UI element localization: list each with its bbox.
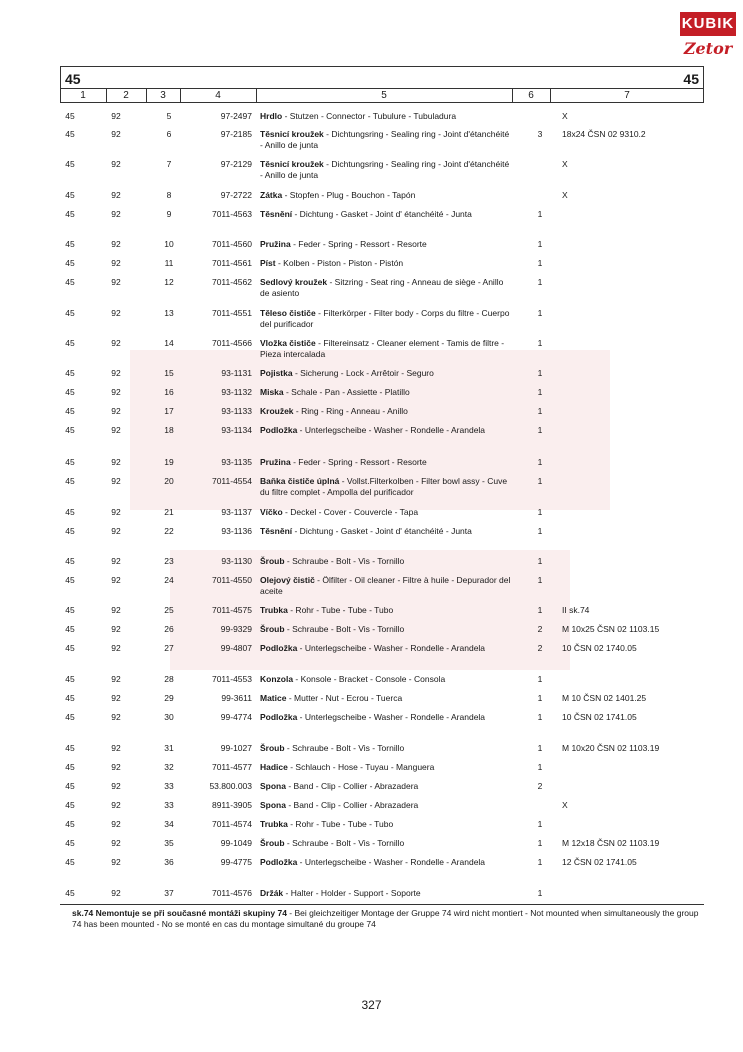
cell-subgroup: 92 <box>111 556 121 566</box>
cell-quantity: 1 <box>537 712 543 722</box>
part-name: Píst <box>260 258 276 268</box>
part-translations: - Ölfilter - Oil cleaner - Filtre à huile - Depurador del aceite <box>260 575 511 596</box>
cell-position: 15 <box>164 368 174 378</box>
cell-quantity: 1 <box>537 693 543 703</box>
cell-quantity: 1 <box>537 674 543 684</box>
cell-group: 45 <box>65 857 75 867</box>
part-name: Spona <box>260 781 286 791</box>
cell-subgroup: 92 <box>111 129 121 139</box>
cell-group: 45 <box>65 556 75 566</box>
cell-description <box>260 838 512 849</box>
cell-quantity: 1 <box>537 476 543 486</box>
cell-note: 10 ČSN 02 1741.05 <box>562 712 637 722</box>
part-translations: - Unterlegscheibe - Washer - Rondelle - Arandela <box>297 643 486 653</box>
logo-top: KUBIK <box>680 12 736 36</box>
cell-position: 20 <box>164 476 174 486</box>
cell-position: 11 <box>164 258 174 268</box>
part-name: Kroužek <box>260 406 294 416</box>
part-translations: - Dichtung - Gasket - Joint d' étanchéité - Junta <box>292 209 472 219</box>
cell-group: 45 <box>65 507 75 517</box>
cell-group: 45 <box>65 209 75 219</box>
cell-description <box>260 338 512 360</box>
col-header-4: 4 <box>215 90 221 101</box>
cell-position: 32 <box>164 762 174 772</box>
cell-quantity: 1 <box>537 368 543 378</box>
cell-group: 45 <box>65 526 75 536</box>
page-number: 327 <box>361 998 382 1012</box>
cell-position: 29 <box>164 693 174 703</box>
part-name: Těsnicí kroužek <box>260 159 324 169</box>
cell-quantity: 1 <box>537 277 543 287</box>
cell-subgroup: 92 <box>111 643 121 653</box>
cell-part-number: 8911-3905 <box>211 800 252 810</box>
part-name: Pružina <box>260 239 291 249</box>
cell-position: 25 <box>164 605 174 615</box>
part-name: Šroub <box>260 624 285 634</box>
part-name: Šroub <box>260 556 285 566</box>
cell-part-number: 7011-4574 <box>211 819 252 829</box>
footnote-text: - Bei gleichzeitiger Montage der Gruppe 74 wird nicht montiert - Not mounted when simultaneously the group 74 has been mounted - No se monté en cas du montage simultané du groupe 74 <box>72 908 699 929</box>
cell-quantity: 1 <box>537 387 543 397</box>
part-name: Šroub <box>260 838 285 848</box>
cell-quantity: 1 <box>537 605 543 615</box>
cell-position: 34 <box>164 819 174 829</box>
table-bottom-line <box>60 904 704 905</box>
cell-description <box>260 674 512 685</box>
cell-group: 45 <box>65 743 75 753</box>
cell-group: 45 <box>65 308 75 318</box>
footnote <box>72 908 702 930</box>
part-name: Pružina <box>260 457 291 467</box>
cell-description <box>260 888 512 899</box>
cell-description <box>260 693 512 704</box>
cell-description <box>260 387 512 398</box>
cell-note: M 10x25 ČSN 02 1103.15 <box>562 624 660 634</box>
cell-position: 12 <box>164 277 174 287</box>
cell-part-number: 97-2129 <box>220 159 252 169</box>
cell-subgroup: 92 <box>111 308 121 318</box>
cell-note: 18x24 ČSN 02 9310.2 <box>562 129 646 139</box>
cell-subgroup: 92 <box>111 762 121 772</box>
cell-subgroup: 92 <box>111 888 121 898</box>
part-name: Hrdlo <box>260 111 283 121</box>
cell-position: 28 <box>164 674 174 684</box>
cell-subgroup: 92 <box>111 457 121 467</box>
cell-subgroup: 92 <box>111 605 121 615</box>
cell-description <box>260 277 512 299</box>
cell-description <box>260 624 512 635</box>
cell-position: 21 <box>164 507 174 517</box>
cell-quantity: 1 <box>537 338 543 348</box>
cell-part-number: 97-2722 <box>220 190 252 200</box>
part-name: Spona <box>260 800 286 810</box>
cell-quantity: 1 <box>537 239 543 249</box>
cell-position: 13 <box>164 308 174 318</box>
cell-position: 5 <box>166 111 172 121</box>
part-name: Trubka <box>260 819 288 829</box>
part-name: Držák <box>260 888 284 898</box>
cell-part-number: 7011-4576 <box>211 888 252 898</box>
cell-part-number: 7011-4554 <box>211 476 252 486</box>
cell-group: 45 <box>65 624 75 634</box>
cell-description <box>260 209 512 220</box>
cell-note: M 10x20 ČSN 02 1103.19 <box>562 743 660 753</box>
part-translations: - Schraube - Bolt - Vis - Tornillo <box>284 624 405 634</box>
cell-subgroup: 92 <box>111 781 121 791</box>
part-translations: - Schlauch - Hose - Tuyau - Manguera <box>287 762 435 772</box>
cell-part-number: 99-1049 <box>220 838 252 848</box>
cell-subgroup: 92 <box>111 387 121 397</box>
cell-position: 18 <box>164 425 174 435</box>
part-translations: - Konsole - Bracket - Console - Consola <box>293 674 446 684</box>
cell-part-number: 93-1136 <box>221 526 252 536</box>
cell-group: 45 <box>65 781 75 791</box>
cell-note: 10 ČSN 02 1740.05 <box>562 643 637 653</box>
cell-subgroup: 92 <box>111 406 121 416</box>
cell-position: 27 <box>164 643 174 653</box>
part-translations: - Filterkörper - Filter body - Corps du filtre - Cuerpo del purificador <box>260 308 510 329</box>
cell-description <box>260 159 512 181</box>
part-translations: - Halter - Holder - Support - Soporte <box>283 888 421 898</box>
part-name: Těleso čističe <box>260 308 316 318</box>
part-translations: - Vollst.Filterkolben - Filter bowl assy - Cuve du filtre complet - Ampolla del purificador <box>260 476 508 497</box>
cell-position: 33 <box>164 781 174 791</box>
cell-subgroup: 92 <box>111 800 121 810</box>
cell-subgroup: 92 <box>111 239 121 249</box>
cell-group: 45 <box>65 819 75 829</box>
cell-position: 14 <box>164 338 174 348</box>
cell-quantity: 1 <box>537 819 543 829</box>
cell-description <box>260 781 512 792</box>
cell-note: 12 ČSN 02 1741.05 <box>562 857 637 867</box>
cell-quantity: 1 <box>537 209 543 219</box>
cell-quantity: 1 <box>537 888 543 898</box>
part-translations: - Unterlegscheibe - Washer - Rondelle - Arandela <box>297 425 486 435</box>
cell-note: X <box>562 190 568 200</box>
part-translations: - Schraube - Bolt - Vis - Tornillo <box>284 743 405 753</box>
part-translations: - Stutzen - Connector - Tubulure - Tubuladura <box>282 111 457 121</box>
cell-description <box>260 743 512 754</box>
cell-description <box>260 368 512 379</box>
cell-position: 16 <box>164 387 174 397</box>
cell-part-number: 93-1133 <box>221 406 252 416</box>
part-translations: - Feder - Spring - Ressort - Resorte <box>290 239 427 249</box>
part-name: Matice <box>260 693 287 703</box>
cell-description <box>260 111 512 122</box>
cell-group: 45 <box>65 239 75 249</box>
group-number-left: 45 <box>65 71 81 87</box>
part-name: Těsnění <box>260 526 293 536</box>
part-translations: - Sicherung - Lock - Arrêtoir - Seguro <box>292 368 434 378</box>
cell-quantity: 1 <box>537 258 543 268</box>
cell-position: 8 <box>166 190 172 200</box>
part-translations: - Mutter - Nut - Ecrou - Tuerca <box>286 693 403 703</box>
cell-description <box>260 457 512 468</box>
cell-group: 45 <box>65 111 75 121</box>
cell-part-number: 99-4807 <box>220 643 252 653</box>
cell-note: X <box>562 111 568 121</box>
cell-description <box>260 712 512 723</box>
cell-group: 45 <box>65 674 75 684</box>
cell-group: 45 <box>65 129 75 139</box>
cell-group: 45 <box>65 575 75 585</box>
cell-note: X <box>562 800 568 810</box>
cell-quantity: 1 <box>537 507 543 517</box>
cell-part-number: 7011-4551 <box>211 308 252 318</box>
part-translations: - Band - Clip - Collier - Abrazadera <box>285 781 419 791</box>
cell-group: 45 <box>65 457 75 467</box>
cell-subgroup: 92 <box>111 368 121 378</box>
cell-subgroup: 92 <box>111 674 121 684</box>
cell-description <box>260 425 512 436</box>
cell-part-number: 7011-4560 <box>211 239 252 249</box>
cell-quantity: 1 <box>537 406 543 416</box>
cell-group: 45 <box>65 762 75 772</box>
cell-quantity: 1 <box>537 526 543 536</box>
cell-quantity: 1 <box>537 857 543 867</box>
part-name: Miska <box>260 387 284 397</box>
cell-part-number: 7011-4553 <box>211 674 252 684</box>
cell-position: 9 <box>166 209 172 219</box>
cell-quantity: 1 <box>537 743 543 753</box>
cell-position: 35 <box>164 838 174 848</box>
cell-position: 36 <box>164 857 174 867</box>
cell-group: 45 <box>65 190 75 200</box>
cell-description <box>260 476 512 498</box>
cell-subgroup: 92 <box>111 338 121 348</box>
cell-group: 45 <box>65 159 75 169</box>
col-header-6: 6 <box>528 90 534 101</box>
cell-description <box>260 800 512 811</box>
cell-group: 45 <box>65 387 75 397</box>
cell-part-number: 93-1130 <box>221 556 252 566</box>
cell-subgroup: 92 <box>111 526 121 536</box>
cell-position: 30 <box>164 712 174 722</box>
cell-quantity: 1 <box>537 838 543 848</box>
cell-subgroup: 92 <box>111 838 121 848</box>
cell-part-number: 93-1131 <box>221 368 252 378</box>
cell-group: 45 <box>65 406 75 416</box>
cell-description <box>260 526 512 537</box>
part-name: Olejový čistič <box>260 575 315 585</box>
footnote-bold: sk.74 Nemontuje se při současné montáži skupiny 74 <box>72 908 287 918</box>
cell-quantity: 2 <box>537 643 543 653</box>
cell-part-number: 97-2185 <box>220 129 252 139</box>
cell-subgroup: 92 <box>111 476 121 486</box>
part-translations: - Schale - Pan - Assiette - Platillo <box>283 387 410 397</box>
cell-group: 45 <box>65 643 75 653</box>
part-translations: - Kolben - Piston - Piston - Pistón <box>275 258 404 268</box>
cell-part-number: 7011-4577 <box>211 762 252 772</box>
part-translations: - Schraube - Bolt - Vis - Tornillo <box>284 556 405 566</box>
cell-note: X <box>562 159 568 169</box>
part-name: Šroub <box>260 743 285 753</box>
cell-group: 45 <box>65 605 75 615</box>
col-header-2: 2 <box>123 90 129 101</box>
cell-quantity: 1 <box>537 308 543 318</box>
cell-part-number: 97-2497 <box>220 111 252 121</box>
part-name: Trubka <box>260 605 288 615</box>
cell-description <box>260 190 512 201</box>
kubik-zetor-logo <box>680 12 736 62</box>
part-translations: - Deckel - Cover - Couvercle - Tapa <box>282 507 419 517</box>
cell-quantity: 2 <box>537 781 543 791</box>
col-header-1: 1 <box>80 90 86 101</box>
cell-position: 37 <box>164 888 174 898</box>
cell-note: II sk.74 <box>562 605 590 615</box>
part-translations: - Stopfen - Plug - Bouchon - Tapón <box>282 190 416 200</box>
part-translations: - Filtereinsatz - Cleaner element - Tamis de filtre - Pieza intercalada <box>260 338 505 359</box>
part-translations: - Sitzring - Seat ring - Anneau de siège - Anillo de asiento <box>260 277 504 298</box>
cell-note: M 12x18 ČSN 02 1103.19 <box>562 838 660 848</box>
cell-position: 26 <box>164 624 174 634</box>
cell-group: 45 <box>65 712 75 722</box>
cell-position: 6 <box>166 129 172 139</box>
cell-subgroup: 92 <box>111 575 121 585</box>
cell-position: 31 <box>164 743 174 753</box>
part-name: Podložka <box>260 857 298 867</box>
part-name: Těsnění <box>260 209 293 219</box>
part-name: Víčko <box>260 507 283 517</box>
cell-description <box>260 129 512 151</box>
cell-description <box>260 643 512 654</box>
cell-description <box>260 857 512 868</box>
cell-group: 45 <box>65 338 75 348</box>
cell-position: 22 <box>164 526 174 536</box>
cell-subgroup: 92 <box>111 857 121 867</box>
cell-position: 19 <box>164 457 174 467</box>
cell-part-number: 7011-4566 <box>211 338 252 348</box>
cell-part-number: 93-1135 <box>221 457 252 467</box>
cell-position: 24 <box>164 575 174 585</box>
part-translations: - Ring - Ring - Anneau - Anillo <box>293 406 408 416</box>
part-name: Podložka <box>260 425 298 435</box>
cell-subgroup: 92 <box>111 712 121 722</box>
cell-description <box>260 762 512 773</box>
part-name: Baňka čističe úplná <box>260 476 340 486</box>
cell-group: 45 <box>65 368 75 378</box>
cell-subgroup: 92 <box>111 624 121 634</box>
part-translations: - Rohr - Tube - Tube - Tubo <box>287 605 394 615</box>
cell-description <box>260 239 512 250</box>
part-translations: - Dichtungsring - Sealing ring - Joint d'étanchéité - Anillo de junta <box>260 159 510 180</box>
cell-group: 45 <box>65 693 75 703</box>
cell-subgroup: 92 <box>111 209 121 219</box>
part-translations: - Band - Clip - Collier - Abrazadera <box>285 800 419 810</box>
group-number-right: 45 <box>683 71 699 87</box>
cell-note: M 10 ČSN 02 1401.25 <box>562 693 647 703</box>
cell-description <box>260 819 512 830</box>
cell-part-number: 93-1134 <box>221 425 252 435</box>
cell-part-number: 93-1132 <box>221 387 252 397</box>
cell-subgroup: 92 <box>111 507 121 517</box>
cell-part-number: 93-1137 <box>221 507 252 517</box>
cell-description <box>260 507 512 518</box>
cell-quantity: 2 <box>537 624 543 634</box>
cell-part-number: 7011-4575 <box>211 605 252 615</box>
part-name: Podložka <box>260 712 298 722</box>
part-translations: - Dichtungsring - Sealing ring - Joint d'étanchéité - Anillo de junta <box>260 129 510 150</box>
cell-position: 10 <box>164 239 174 249</box>
cell-part-number: 99-4775 <box>220 857 252 867</box>
cell-description <box>260 308 512 330</box>
cell-subgroup: 92 <box>111 425 121 435</box>
cell-group: 45 <box>65 258 75 268</box>
cell-quantity: 1 <box>537 457 543 467</box>
cell-position: 33 <box>164 800 174 810</box>
part-translations: - Unterlegscheibe - Washer - Rondelle - Arandela <box>297 712 486 722</box>
cell-description <box>260 575 512 597</box>
cell-description <box>260 605 512 616</box>
cell-part-number: 99-1027 <box>220 743 252 753</box>
part-name: Podložka <box>260 643 298 653</box>
part-translations: - Rohr - Tube - Tube - Tubo <box>287 819 394 829</box>
cell-quantity: 1 <box>537 425 543 435</box>
cell-group: 45 <box>65 838 75 848</box>
col-header-5: 5 <box>381 90 387 101</box>
cell-part-number: 7011-4561 <box>211 258 252 268</box>
part-translations: - Feder - Spring - Ressort - Resorte <box>290 457 427 467</box>
column-header-row <box>60 88 704 102</box>
cell-quantity: 1 <box>537 575 543 585</box>
cell-position: 7 <box>166 159 172 169</box>
cell-part-number: 7011-4563 <box>211 209 252 219</box>
cell-subgroup: 92 <box>111 258 121 268</box>
cell-group: 45 <box>65 476 75 486</box>
part-name: Těsnicí kroužek <box>260 129 324 139</box>
cell-part-number: 99-4774 <box>220 712 252 722</box>
cell-subgroup: 92 <box>111 190 121 200</box>
cell-position: 23 <box>164 556 174 566</box>
cell-part-number: 7011-4562 <box>211 277 252 287</box>
cell-group: 45 <box>65 277 75 287</box>
cell-quantity: 1 <box>537 556 543 566</box>
cell-part-number: 99-9329 <box>220 624 252 634</box>
cell-description <box>260 556 512 567</box>
col-header-7: 7 <box>624 90 630 101</box>
cell-group: 45 <box>65 425 75 435</box>
cell-subgroup: 92 <box>111 743 121 753</box>
cell-quantity: 1 <box>537 762 543 772</box>
cell-group: 45 <box>65 888 75 898</box>
cell-description <box>260 258 512 269</box>
cell-description <box>260 406 512 417</box>
cell-part-number: 7011-4550 <box>211 575 252 585</box>
cell-group: 45 <box>65 800 75 810</box>
part-translations: - Schraube - Bolt - Vis - Tornillo <box>284 838 405 848</box>
part-name: Vložka čističe <box>260 338 316 348</box>
cell-quantity: 3 <box>537 129 543 139</box>
part-name: Pojistka <box>260 368 293 378</box>
cell-subgroup: 92 <box>111 159 121 169</box>
cell-part-number: 53.800.003 <box>209 781 252 791</box>
cell-position: 17 <box>164 406 174 416</box>
cell-subgroup: 92 <box>111 693 121 703</box>
logo-bottom: Zetor <box>683 39 733 58</box>
part-translations: - Dichtung - Gasket - Joint d' étanchéité - Junta <box>292 526 472 536</box>
part-translations: - Unterlegscheibe - Washer - Rondelle - Arandela <box>297 857 486 867</box>
col-header-3: 3 <box>160 90 166 101</box>
part-name: Hadice <box>260 762 288 772</box>
cell-subgroup: 92 <box>111 819 121 829</box>
part-name: Konzola <box>260 674 294 684</box>
cell-part-number: 99-3611 <box>221 693 252 703</box>
cell-subgroup: 92 <box>111 111 121 121</box>
part-name: Zátka <box>260 190 283 200</box>
cell-subgroup: 92 <box>111 277 121 287</box>
part-name: Sedlový kroužek <box>260 277 328 287</box>
